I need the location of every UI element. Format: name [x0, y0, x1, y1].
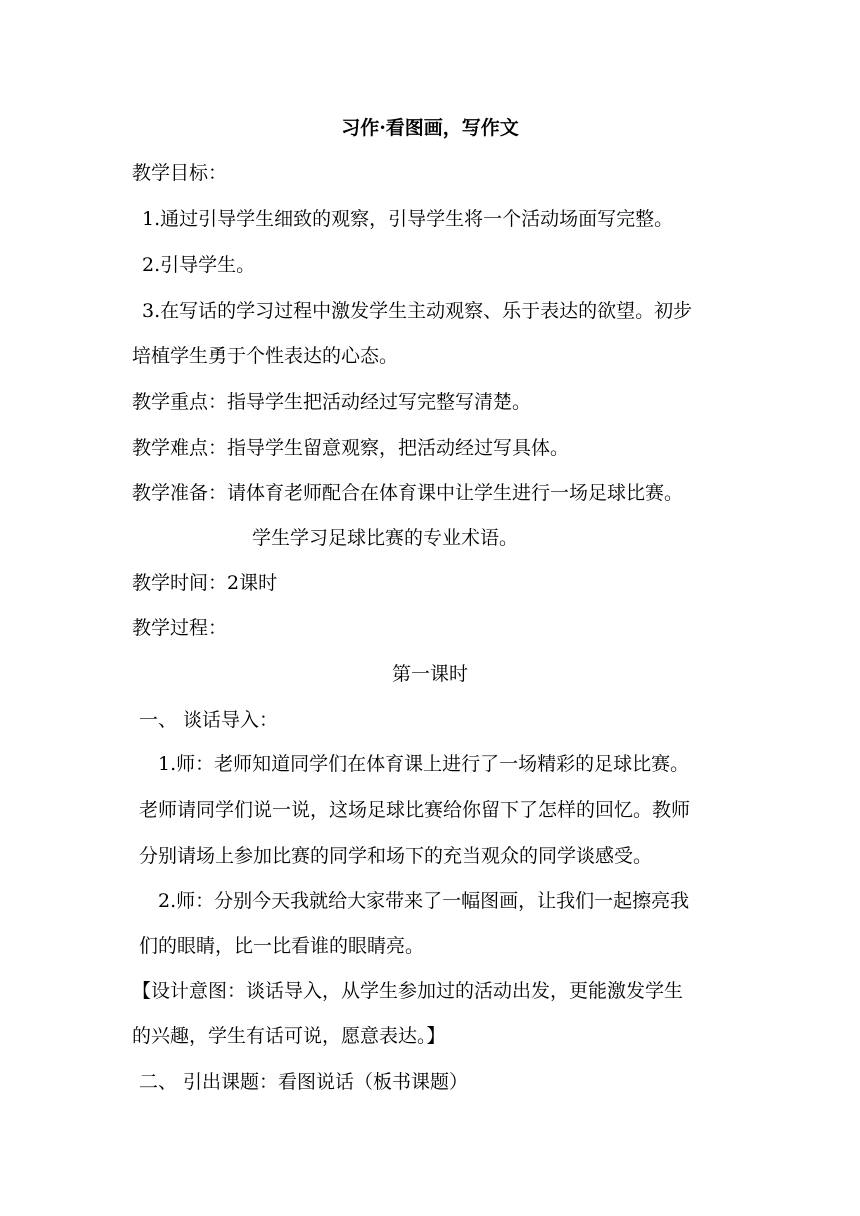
teaching-preparation-continued: 学生学习足球比赛的专业术语。 — [252, 527, 519, 549]
section-objectives-heading: 教学目标： — [132, 162, 228, 184]
section-1-heading: 一、 谈话导入： — [139, 709, 279, 731]
paragraph-2-line-1: 2.师：分别今天我就给大家带来了一幅图画，让我们一起擦亮我 — [158, 890, 690, 912]
design-intent-line-1: 【设计意图：谈话导入，从学生参加过的活动出发，更能激发学生 — [132, 980, 684, 1002]
objective-3: 3.在写话的学习过程中激发学生主动观察、乐于表达的欲望。初步 — [142, 300, 693, 322]
paragraph-2-line-2: 们的眼睛，比一比看谁的眼睛亮。 — [139, 935, 425, 957]
lesson-1-heading: 第一课时 — [391, 663, 468, 685]
objective-1: 1.通过引导学生细致的观察，引导学生将一个活动场面写完整。 — [142, 208, 674, 230]
objective-3-continued: 培植学生勇于个性表达的心态。 — [132, 345, 399, 367]
paragraph-1-line-3: 分别请场上参加比赛的同学和场下的充当观众的同学谈感受。 — [139, 845, 653, 867]
teaching-process-heading: 教学过程： — [132, 617, 228, 639]
objective-2: 2.引导学生。 — [142, 254, 256, 276]
teaching-difficulty: 教学难点：指导学生留意观察，把活动经过写具体。 — [132, 437, 570, 459]
paragraph-1-line-2: 老师请同学们说一说，这场足球比赛给你留下了怎样的回忆。教师 — [139, 799, 691, 821]
paragraph-1-line-1: 1.师：老师知道同学们在体育课上进行了一场精彩的足球比赛。 — [158, 753, 690, 775]
teaching-preparation: 教学准备：请体育老师配合在体育课中让学生进行一场足球比赛。 — [132, 482, 684, 504]
document-title: 习作·看图画，写作文 — [341, 117, 519, 139]
design-intent-line-2: 的兴趣，学生有话可说，愿意表达。】 — [132, 1025, 446, 1047]
section-2-heading: 二、 引出课题：看图说话（板书课题） — [139, 1071, 469, 1093]
teaching-key-point: 教学重点：指导学生把活动经过写完整写清楚。 — [132, 391, 532, 413]
teaching-time: 教学时间：2课时 — [132, 572, 278, 594]
